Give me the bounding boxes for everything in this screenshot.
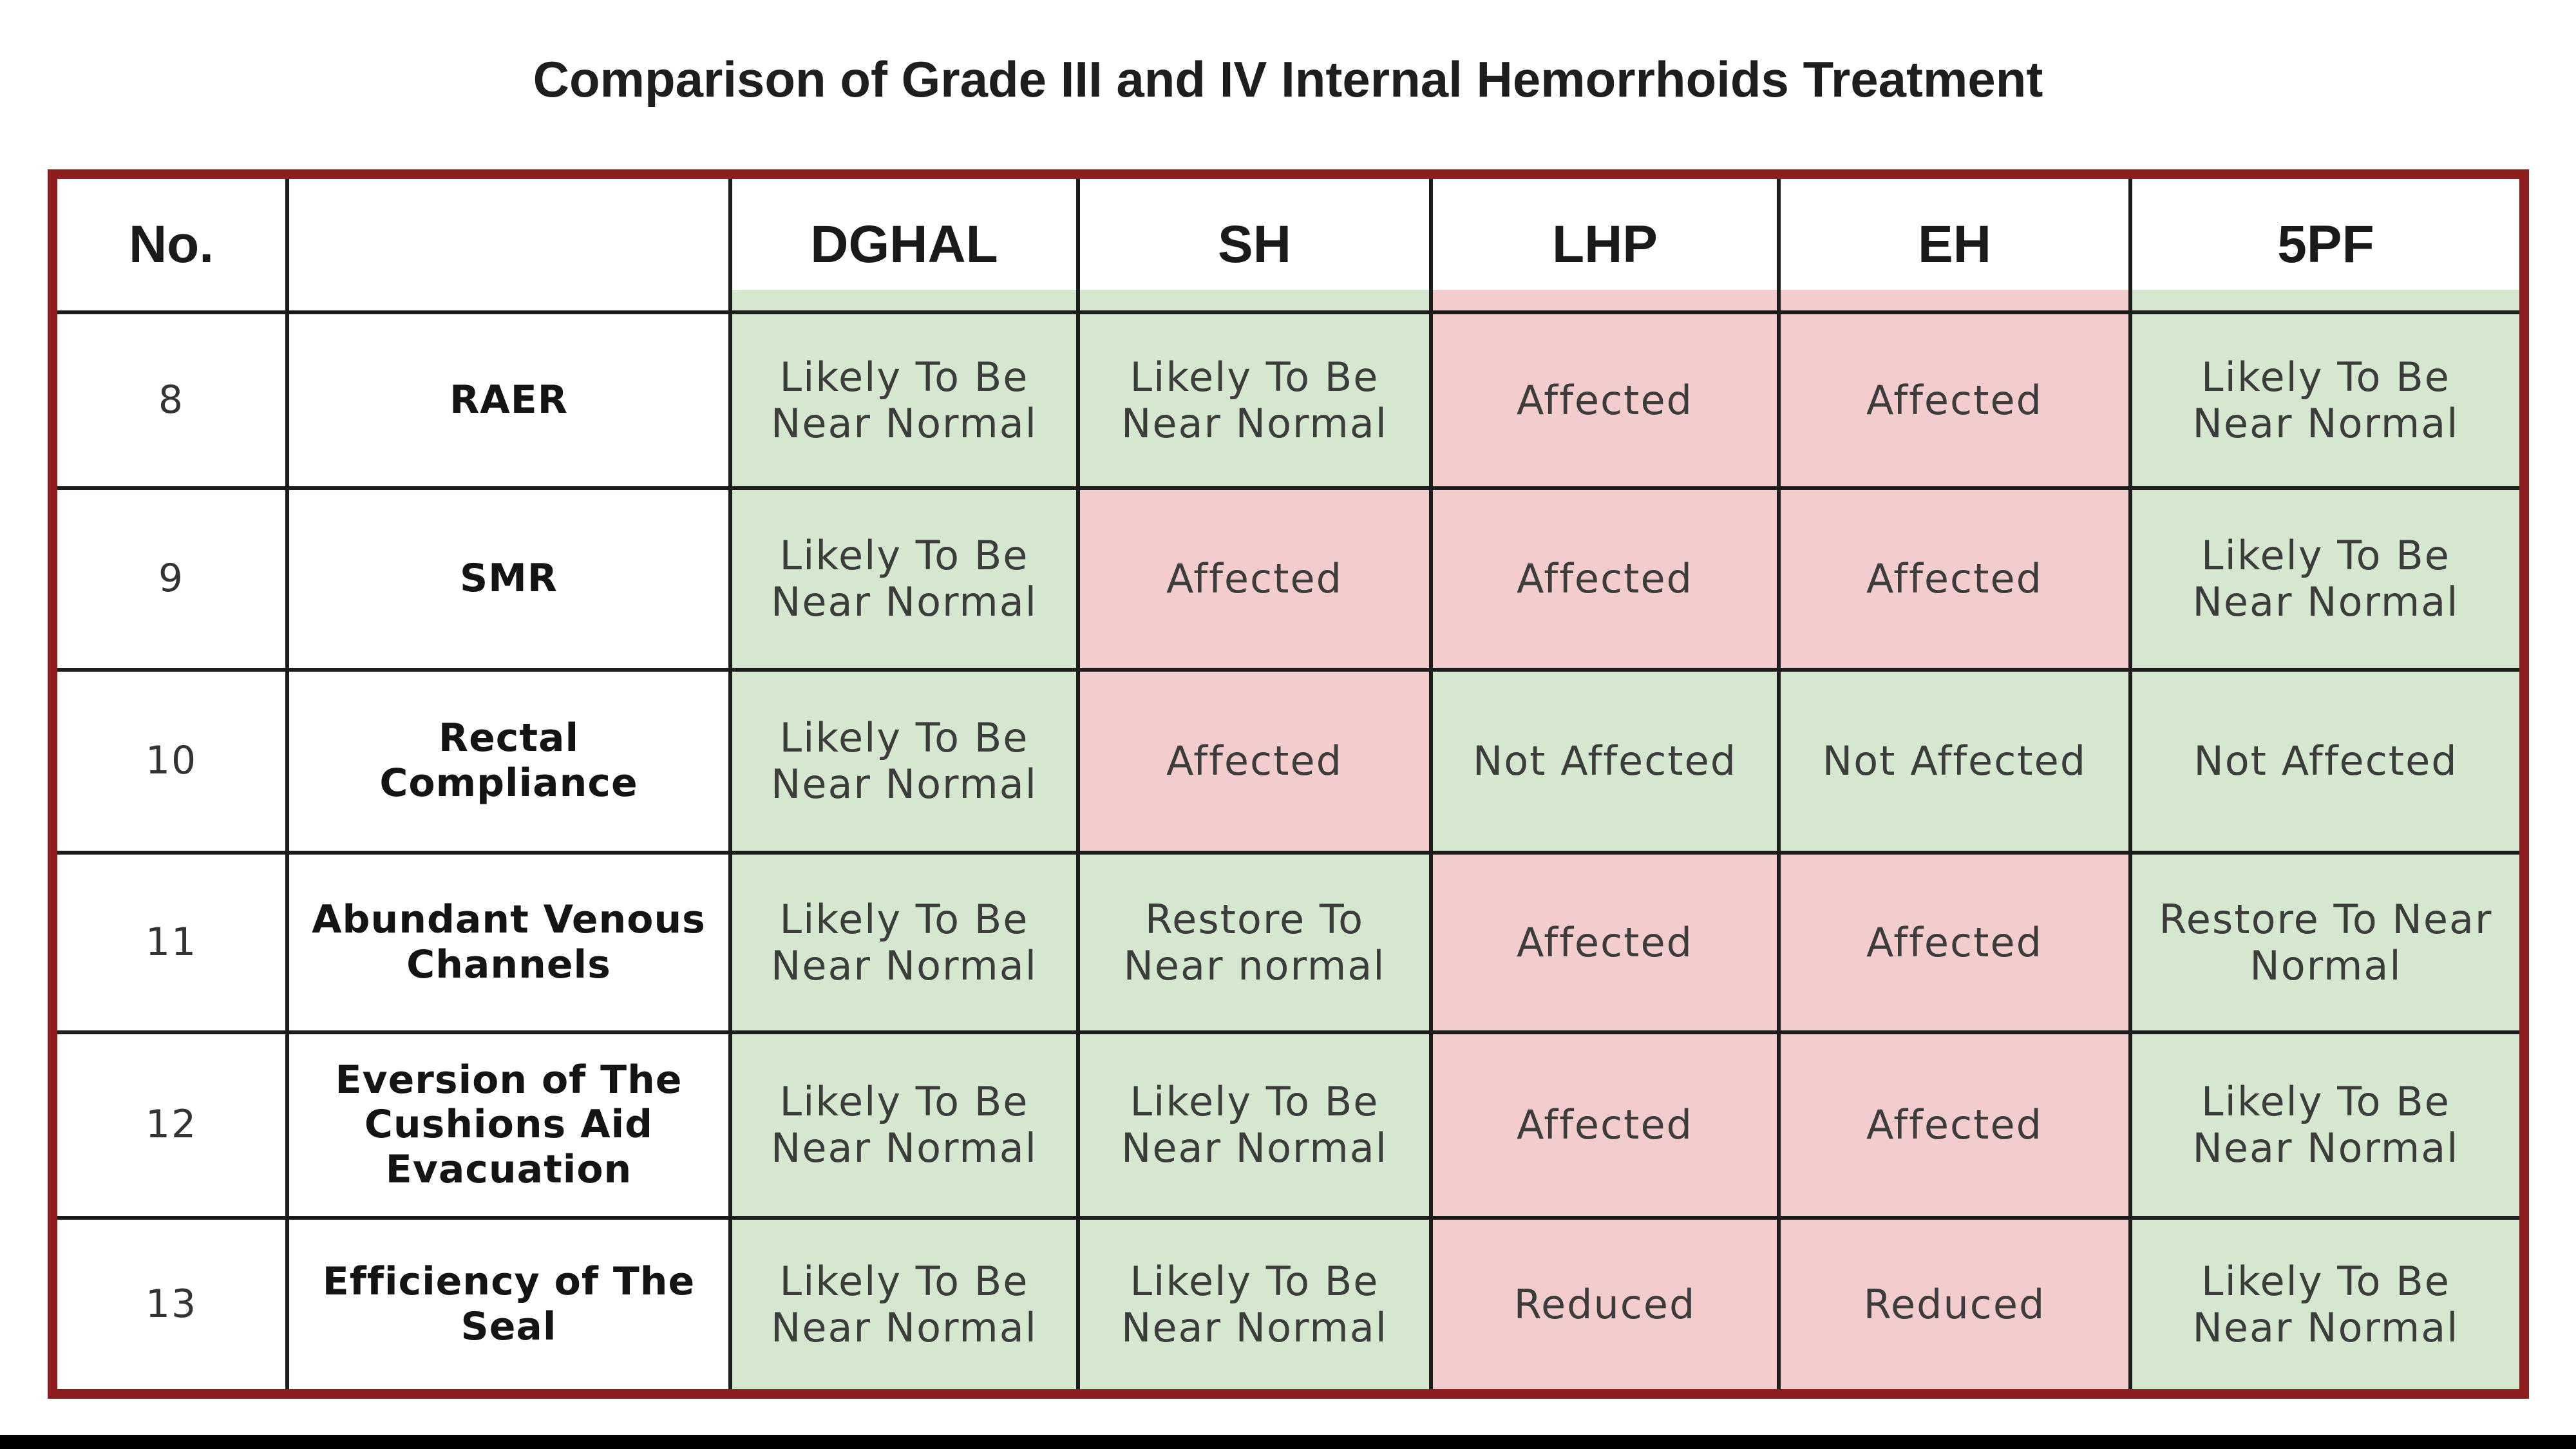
row-number: 11 bbox=[57, 855, 289, 1034]
row-number: 12 bbox=[57, 1034, 289, 1220]
table-cell: Likely To Be Near Normal bbox=[732, 1034, 1080, 1220]
table-cell: Affected bbox=[1080, 490, 1433, 672]
table-cell: Likely To Be Near Normal bbox=[2132, 1220, 2519, 1389]
table-cell: Affected bbox=[1080, 672, 1433, 855]
table-cell: Reduced bbox=[1781, 1220, 2132, 1389]
table-cell: Reduced bbox=[1433, 1220, 1781, 1389]
table-cell: Not Affected bbox=[1781, 672, 2132, 855]
table-cell: Likely To Be Near Normal bbox=[732, 855, 1080, 1034]
table-cell: Not Affected bbox=[2132, 672, 2519, 855]
row-parameter: SMR bbox=[289, 490, 732, 672]
header-sh: SH bbox=[1080, 179, 1433, 314]
row-number: 9 bbox=[57, 490, 289, 672]
table-cell: Restore To Near Normal bbox=[2132, 855, 2519, 1034]
table-cell: Affected bbox=[1433, 1034, 1781, 1220]
row-parameter: Rectal Compliance bbox=[289, 672, 732, 855]
table-cell: Affected bbox=[1781, 490, 2132, 672]
table-cell: Restore To Near normal bbox=[1080, 855, 1433, 1034]
table-cell: Likely To Be Near Normal bbox=[2132, 1034, 2519, 1220]
header-lhp: LHP bbox=[1433, 179, 1781, 314]
header-5pf: 5PF bbox=[2132, 179, 2519, 314]
header-dghal: DGHAL bbox=[732, 179, 1080, 314]
table-cell: Likely To Be Near Normal bbox=[1080, 1220, 1433, 1389]
row-number: 13 bbox=[57, 1220, 289, 1389]
bottom-bar bbox=[0, 1435, 2576, 1449]
table-cell: Likely To Be Near Normal bbox=[732, 314, 1080, 490]
row-parameter: Efficiency of The Seal bbox=[289, 1220, 732, 1389]
row-parameter: Abundant Venous Channels bbox=[289, 855, 732, 1034]
header-parameter bbox=[289, 179, 732, 314]
table-cell: Likely To Be Near Normal bbox=[1080, 314, 1433, 490]
table-cell: Affected bbox=[1781, 1034, 2132, 1220]
table-cell: Likely To Be Near Normal bbox=[732, 672, 1080, 855]
table-cell: Not Affected bbox=[1433, 672, 1781, 855]
row-parameter: RAER bbox=[289, 314, 732, 490]
table-cell: Likely To Be Near Normal bbox=[1080, 1034, 1433, 1220]
page-title: Comparison of Grade III and IV Internal Hemorrhoids Treatment bbox=[533, 51, 2043, 108]
table-cell: Affected bbox=[1433, 855, 1781, 1034]
row-number: 10 bbox=[57, 672, 289, 855]
header-no: No. bbox=[57, 179, 289, 314]
table-cell: Affected bbox=[1781, 855, 2132, 1034]
header-eh: EH bbox=[1781, 179, 2132, 314]
comparison-table bbox=[48, 169, 2529, 1399]
row-number: 8 bbox=[57, 314, 289, 490]
row-parameter: Eversion of The Cushions Aid Evacuation bbox=[289, 1034, 732, 1220]
table-cell: Likely To Be Near Normal bbox=[732, 1220, 1080, 1389]
table-cell: Likely To Be Near Normal bbox=[2132, 314, 2519, 490]
table-cell: Likely To Be Near Normal bbox=[2132, 490, 2519, 672]
table-cell: Likely To Be Near Normal bbox=[732, 490, 1080, 672]
table-cell: Affected bbox=[1433, 314, 1781, 490]
table-cell: Affected bbox=[1781, 314, 2132, 490]
table-cell: Affected bbox=[1433, 490, 1781, 672]
table-grid bbox=[57, 179, 2519, 1389]
